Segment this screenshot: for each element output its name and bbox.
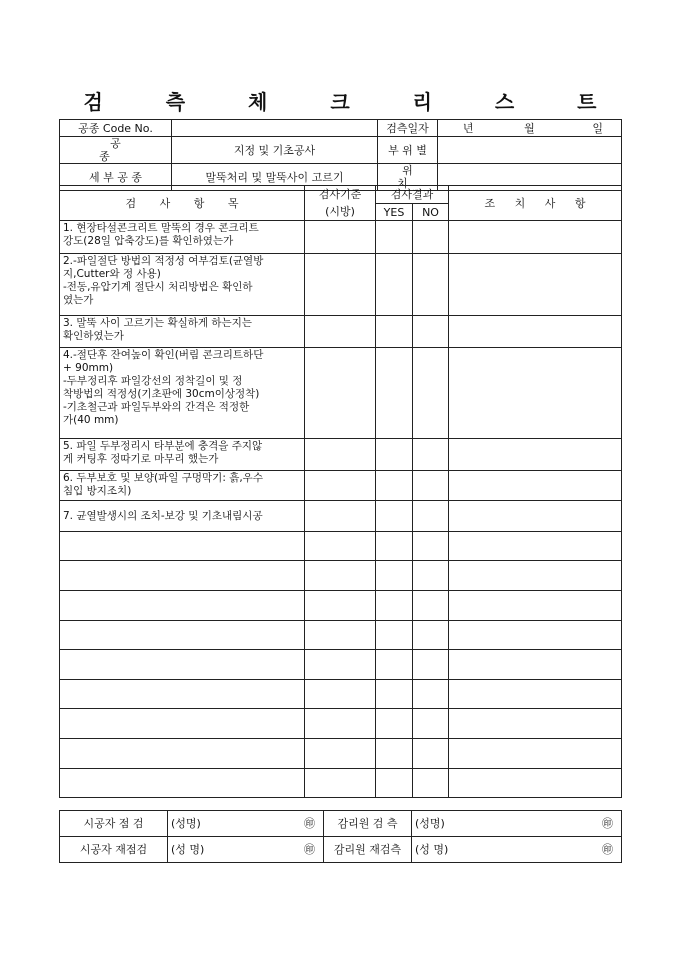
yes-cell[interactable]	[376, 532, 413, 561]
action-cell[interactable]	[449, 316, 622, 348]
yes-cell[interactable]	[376, 316, 413, 348]
table-row	[60, 316, 622, 348]
part-value[interactable]	[438, 137, 622, 164]
check-item: 7. 균열발생시의 조치-보강 및 기초내림시공	[60, 501, 305, 532]
action-cell[interactable]	[449, 348, 622, 439]
work-label: 공 종	[60, 137, 172, 164]
yes-cell[interactable]	[376, 621, 413, 650]
action-cell[interactable]	[449, 254, 622, 316]
standard-cell[interactable]	[305, 439, 376, 471]
page-title: 검 측 체 크 리 스 트	[83, 90, 625, 114]
yes-cell[interactable]	[376, 439, 413, 471]
no-cell[interactable]	[413, 316, 449, 348]
table-row	[60, 471, 622, 501]
no-cell[interactable]	[413, 501, 449, 532]
date-day: 일	[561, 120, 622, 137]
empty-row	[60, 591, 622, 621]
item-cell[interactable]	[60, 621, 305, 650]
location-label: 위 치	[378, 164, 438, 191]
standard-cell[interactable]	[305, 221, 376, 254]
empty-row	[60, 532, 622, 561]
standard-cell[interactable]	[305, 650, 376, 680]
standard-cell[interactable]	[305, 348, 376, 439]
action-cell[interactable]	[449, 471, 622, 501]
action-cell[interactable]	[449, 650, 622, 680]
item-cell[interactable]	[60, 739, 305, 769]
item-cell[interactable]	[60, 591, 305, 621]
check-item: 4.-절단후 잔여높이 확인(버림 콘크리트하단 + 90mm) -두부정리후 파일강선의 정착길이 및 정 착방법의 적정성(기초판에 30cm이상정착) -기초철근과 파일두부와의 간격은 적정한 가(40 mm)	[60, 348, 305, 439]
code-value[interactable]	[172, 120, 378, 137]
signature-row	[60, 811, 622, 837]
item-cell[interactable]	[60, 769, 305, 798]
code-label: 공종 Code No.	[60, 120, 172, 137]
action-cell[interactable]	[449, 532, 622, 561]
no-cell[interactable]	[413, 739, 449, 769]
no-cell[interactable]	[413, 680, 449, 709]
empty-row	[60, 621, 622, 650]
no-cell[interactable]	[413, 348, 449, 439]
column-yes: YES	[376, 204, 413, 221]
standard-cell[interactable]	[305, 254, 376, 316]
signature-table	[59, 810, 622, 863]
standard-cell[interactable]	[305, 501, 376, 532]
detail-label: 세 부 공 종	[60, 164, 172, 191]
no-cell[interactable]	[413, 471, 449, 501]
yes-cell[interactable]	[376, 739, 413, 769]
name-label: (성 명)	[168, 837, 230, 863]
signature-row	[60, 837, 622, 863]
no-cell[interactable]	[413, 221, 449, 254]
item-cell[interactable]	[60, 680, 305, 709]
detail-value: 말뚝처리 및 말뚝사이 고르기	[172, 164, 378, 191]
column-standard: 검사기준	[305, 186, 376, 204]
check-item: 1. 현장타설콘크리트 말뚝의 경우 콘크리트 강도(28일 압축강도)를 확인하였는가	[60, 221, 305, 254]
empty-row	[60, 709, 622, 739]
table-row	[60, 501, 622, 532]
standard-cell[interactable]	[305, 769, 376, 798]
action-cell[interactable]	[449, 680, 622, 709]
yes-cell[interactable]	[376, 501, 413, 532]
date-month: 월	[499, 120, 561, 137]
contractor-check-label: 시공자 점 검	[60, 811, 168, 837]
action-cell[interactable]	[449, 439, 622, 471]
seal-mark[interactable]: ㊞	[474, 811, 622, 837]
work-value: 지정 및 기초공사	[172, 137, 378, 164]
name-label: (성명)	[412, 811, 474, 837]
yes-cell[interactable]	[376, 769, 413, 798]
supervisor-recheck-label: 감리원 재검측	[324, 837, 412, 863]
action-cell[interactable]	[449, 591, 622, 621]
part-label: 부 위 별	[378, 137, 438, 164]
item-cell[interactable]	[60, 532, 305, 561]
empty-row	[60, 680, 622, 709]
action-cell[interactable]	[449, 561, 622, 591]
date-label: 검측일자	[378, 120, 438, 137]
no-cell[interactable]	[413, 561, 449, 591]
yes-cell[interactable]	[376, 709, 413, 739]
yes-cell[interactable]	[376, 254, 413, 316]
no-cell[interactable]	[413, 254, 449, 316]
item-cell[interactable]	[60, 561, 305, 591]
action-cell[interactable]	[449, 621, 622, 650]
table-row	[60, 254, 622, 316]
empty-row	[60, 650, 622, 680]
empty-row	[60, 561, 622, 591]
column-action: 조 치 사 항	[449, 186, 622, 221]
yes-cell[interactable]	[376, 680, 413, 709]
supervisor-check-label: 감리원 검 측	[324, 811, 412, 837]
standard-cell[interactable]	[305, 680, 376, 709]
name-label: (성 명)	[412, 837, 474, 863]
yes-cell[interactable]	[376, 471, 413, 501]
column-items: 검 사 항 목	[60, 186, 305, 221]
action-cell[interactable]	[449, 739, 622, 769]
checklist-table	[59, 185, 622, 798]
seal-mark[interactable]: ㊞	[230, 811, 324, 837]
action-cell[interactable]	[449, 769, 622, 798]
name-label: (성명)	[168, 811, 230, 837]
column-standard-sub: (시방)	[305, 204, 376, 221]
empty-row	[60, 739, 622, 769]
no-cell[interactable]	[413, 532, 449, 561]
column-result: 검사결과	[376, 186, 449, 204]
seal-mark[interactable]: ㊞	[474, 837, 622, 863]
action-cell[interactable]	[449, 221, 622, 254]
standard-cell[interactable]	[305, 471, 376, 501]
column-no: NO	[413, 204, 449, 221]
table-row	[60, 439, 622, 471]
standard-cell[interactable]	[305, 621, 376, 650]
yes-cell[interactable]	[376, 561, 413, 591]
seal-mark[interactable]: ㊞	[230, 837, 324, 863]
table-row	[60, 221, 622, 254]
item-cell[interactable]	[60, 650, 305, 680]
yes-cell[interactable]	[376, 221, 413, 254]
action-cell[interactable]	[449, 709, 622, 739]
yes-cell[interactable]	[376, 348, 413, 439]
contractor-recheck-label: 시공자 재점검	[60, 837, 168, 863]
standard-cell[interactable]	[305, 316, 376, 348]
standard-cell[interactable]	[305, 561, 376, 591]
no-cell[interactable]	[413, 591, 449, 621]
standard-cell[interactable]	[305, 591, 376, 621]
standard-cell[interactable]	[305, 739, 376, 769]
date-year: 년	[438, 120, 499, 137]
check-item: 5. 파일 두부정리시 타부분에 충격을 주지않 게 커팅후 정따기로 마무리 했는가	[60, 439, 305, 471]
item-cell[interactable]	[60, 709, 305, 739]
standard-cell[interactable]	[305, 709, 376, 739]
check-item: 2.-파일절단 방법의 적정성 여부검토(균열방 지,Cutter와 정 사용) -전동,유압기계 절단시 처리방법은 확인하 였는가	[60, 254, 305, 316]
action-cell[interactable]	[449, 501, 622, 532]
empty-row	[60, 769, 622, 798]
no-cell[interactable]	[413, 709, 449, 739]
no-cell[interactable]	[413, 439, 449, 471]
header-info-table	[59, 119, 622, 191]
standard-cell[interactable]	[305, 532, 376, 561]
yes-cell[interactable]	[376, 591, 413, 621]
yes-cell[interactable]	[376, 650, 413, 680]
check-item: 3. 말뚝 사이 고르기는 확실하게 하는지는 확인하였는가	[60, 316, 305, 348]
check-item: 6. 두부보호 및 보양(파일 구멍막기: 흙,우수 침입 방지조치)	[60, 471, 305, 501]
no-cell[interactable]	[413, 769, 449, 798]
no-cell[interactable]	[413, 621, 449, 650]
no-cell[interactable]	[413, 650, 449, 680]
table-row	[60, 348, 622, 439]
